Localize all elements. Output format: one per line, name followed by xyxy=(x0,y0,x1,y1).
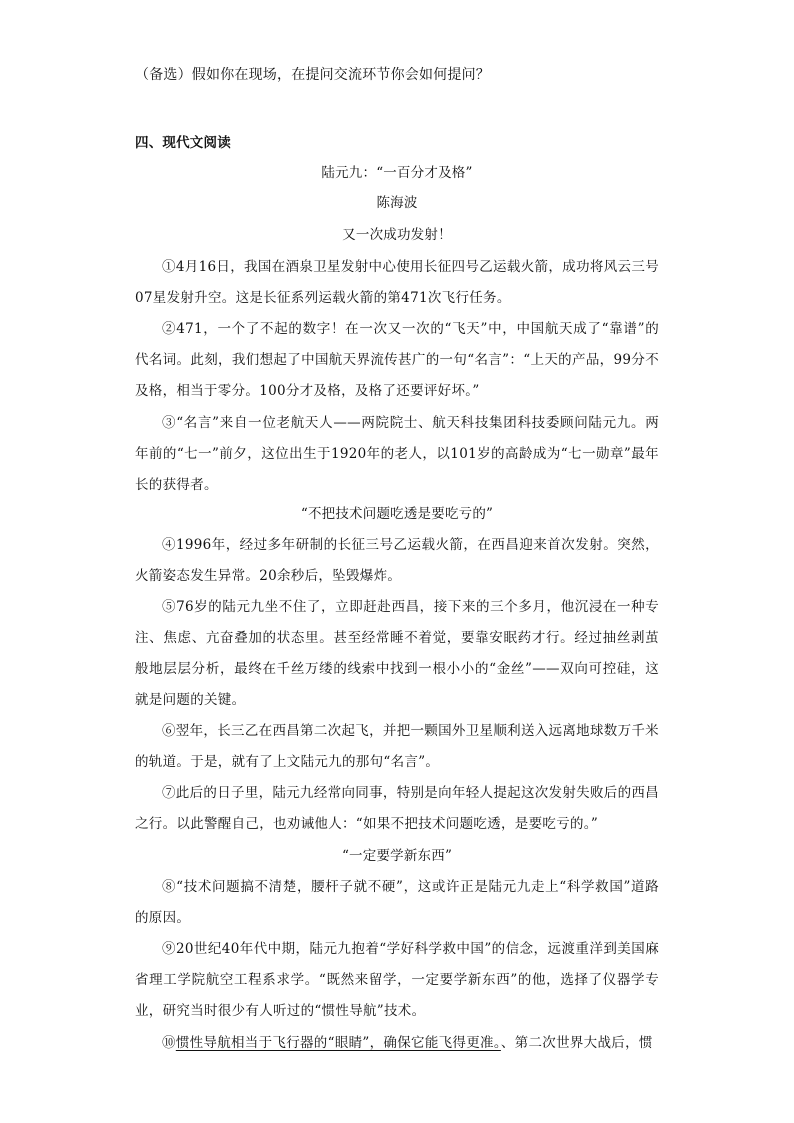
section-heading: 四、现代文阅读 xyxy=(135,135,231,151)
subheading-1: “不把技术问题吃透是要吃亏的” xyxy=(300,506,494,522)
paragraph-6: ⑥翌年，长三乙在西昌第二次起飞，并把一颗国外卫星顺利送入远离地球数万千米的轨道。于是，就有了上文陆元九的那句“名言”。 xyxy=(135,723,659,770)
paragraph-10 xyxy=(135,1028,659,1059)
paragraph-7: ⑦此后的日子里，陆元九经常向同事，特别是向年轻人提起这次发射失败后的西昌之行。以此警醒自己，也劝诫他人：“如果不把技术问题吃透，是要吃亏的。” xyxy=(135,785,659,832)
article-intro: 又一次成功发射！ xyxy=(342,227,452,243)
paragraph-10-number: ⑩ xyxy=(162,1035,176,1051)
article-author: 陈海波 xyxy=(376,195,418,211)
paragraph-4: ④1996年，经过多年研制的长征三号乙运载火箭，在西昌迎来首次发射。突然，火箭姿态发生异常。20余秒后，坠毁爆炸。 xyxy=(135,537,659,584)
subheading-2: “一定要学新东西” xyxy=(341,848,453,864)
paragraph-10-rest: 、第二次世界大战后，惯 xyxy=(500,1035,653,1051)
article-title: 陆元九：“一百分才及格” xyxy=(321,165,473,181)
paragraph-1: ①4月16日，我国在酒泉卫星发射中心使用长征四号乙运载火箭，成功将风云三号07星发射升空。这是长征系列运载火箭的第471次飞行任务。 xyxy=(135,259,659,306)
paragraph-8: ⑧“技术问题搞不清楚，腰杆子就不硬”，这或许正是陆元九走上“科学救国”道路的原因。 xyxy=(135,879,659,926)
paragraph-9: ⑨20世纪40年代中期，陆元九抱着“学好科学救中国”的信念，远渡重洋到美国麻省理工学院航空工程系求学。“既然来留学，一定要学新东西”的他，选择了仪器学专业，研究当时很少有人听过的“惯性导航”技术。 xyxy=(135,941,659,1019)
backup-question: （备选）假如你在现场，在提问交流环节你会如何提问？ xyxy=(135,67,490,83)
paragraph-2: ②471，一个了不起的数字！在一次又一次的“飞天”中，中国航天成了“靠谱”的代名词。此刻，我们想起了中国航天界流传甚广的一句“名言”：“上天的产品，99分不及格，相当于零分。100分才及格，及格了还要评好坏。” xyxy=(135,321,659,399)
paragraph-5: ⑤76岁的陆元九坐不住了，立即赶赴西昌，接下来的三个多月，他沉浸在一种专注、焦虑、亢奋叠加的状态里。甚至经常睡不着觉，要靠安眠药才行。经过抽丝剥茧般地层层分析，最终在千丝万缕的线索中找到一根小小的“金丝”——双向可控硅，这就是问题的关键。 xyxy=(135,599,659,708)
paragraph-10-underlined: 惯性导航相当于飞行器的“眼睛”，确保它能飞得更准。 xyxy=(175,1035,501,1051)
paragraph-3: ③“名言”来自一位老航天人——两院院士、航天科技集团科技委顾问陆元九。两年前的“七一”前夕，这位出生于1920年的老人，以101岁的高龄成为“七一勋章”最年长的获得者。 xyxy=(135,415,659,493)
